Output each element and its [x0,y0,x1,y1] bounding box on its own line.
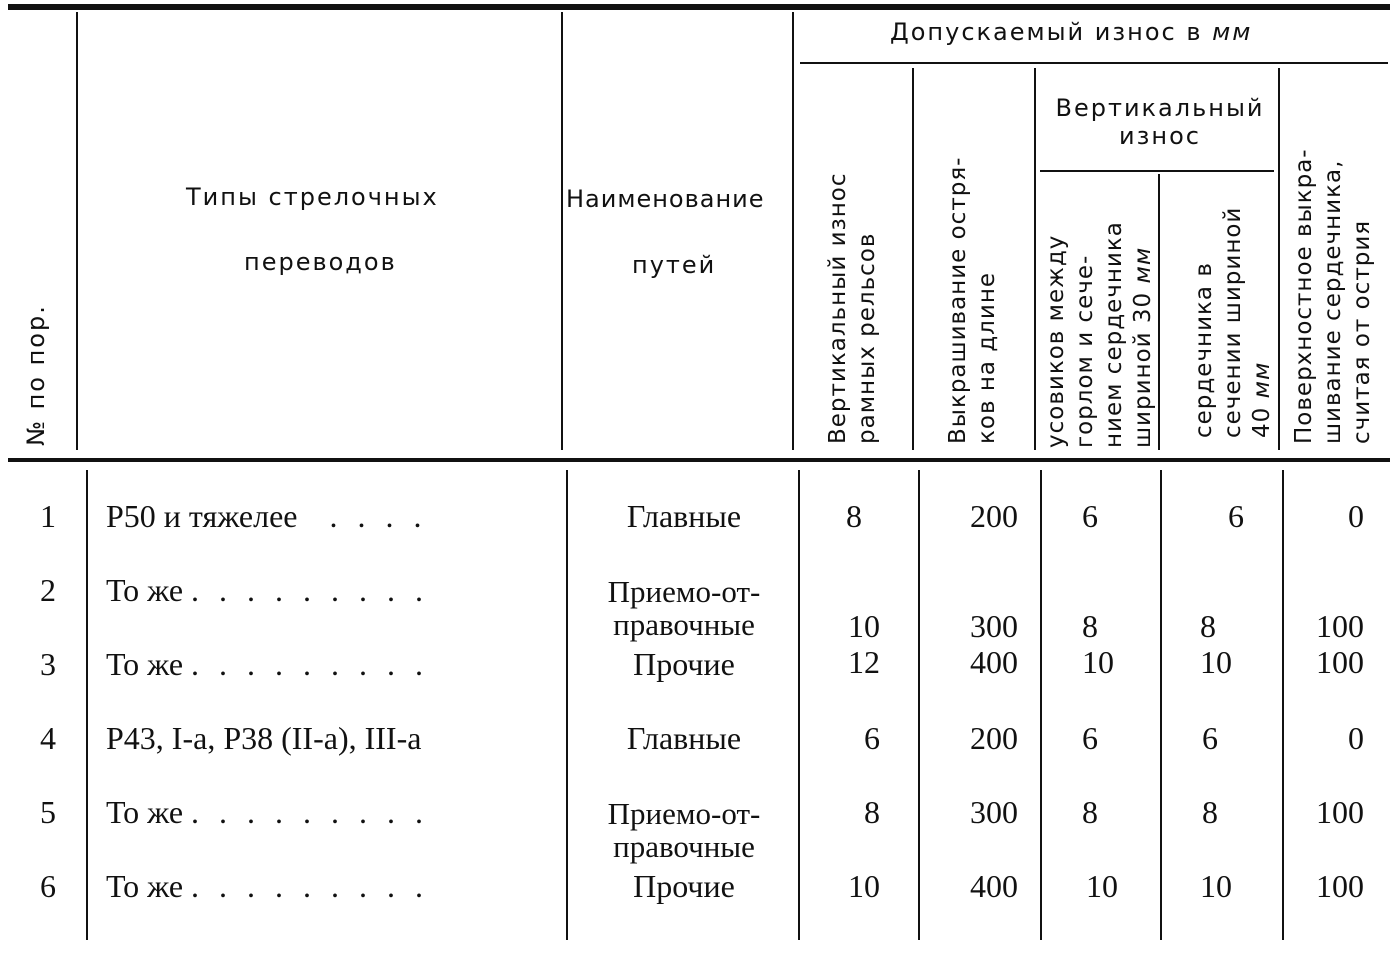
row-no: 3 [40,646,56,682]
col-surface-header: Поверхностное выкра- шивание сердечника, считая от острия [1291,148,1375,444]
header-sep-1 [76,12,78,450]
row-surf: 0 [1348,498,1364,534]
row-rail: 10 [848,868,880,904]
row-rail: 8 [846,498,862,534]
row-chip: 200 [970,498,1018,534]
top-rule [8,4,1390,10]
col-types-header-line1: Типы стрелочных [186,183,439,211]
vertical-group-header: Вертикальный износ [1055,94,1265,150]
col-paths-header-line2: путей [632,251,717,279]
body-sep-2 [566,470,568,940]
col-whiskers-header: усовиков между горлом и сече- нием сердечника шириной 30 мм [1043,221,1156,448]
row-whisk: 6 [1082,720,1098,756]
group-header: Допускаемый износ в мм [890,18,1253,46]
row-whisk: 6 [1082,498,1098,534]
row-core: 6 [1202,720,1218,756]
row-surf: 100 [1316,868,1364,904]
row-chip: 400 [970,868,1018,904]
row-core: 10 [1200,644,1232,680]
row-whisk: 10 [1082,644,1114,680]
header-sep-7 [1278,68,1280,450]
col-types-header-line2: переводов [244,248,397,276]
row-chip: 300 [970,794,1018,830]
header-bottom-rule [8,458,1390,462]
row-surf: 100 [1316,794,1364,830]
row-no: 1 [40,498,56,534]
row-type: То же . . . . . . . . . [106,868,430,904]
row-type: То же . . . . . . . . . [106,794,430,830]
row-path: Прочие [633,868,735,904]
row-no: 4 [40,720,56,756]
row-surf: 100 [1316,644,1364,680]
body-sep-6 [1160,470,1162,940]
col-paths-header-line1: Наименование [566,185,765,213]
group-rule [800,62,1388,64]
body-sep-1 [86,470,88,940]
row-type: То же . . . . . . . . . [106,646,430,682]
row-surf: 100 [1316,608,1364,644]
vertical-group-rule [1040,170,1274,172]
row-type: Р43, I-а, Р38 (II-а), III-а [106,720,422,756]
row-path: Приемо-от- правочные [607,796,761,864]
row-no: 2 [40,572,56,608]
row-surf: 0 [1348,720,1364,756]
col-no-header: № по пор. [22,304,50,446]
row-rail: 6 [864,720,880,756]
row-rail: 12 [848,644,880,680]
row-type: То же . . . . . . . . . [106,572,430,608]
row-core: 8 [1202,794,1218,830]
row-whisk: 8 [1082,794,1098,830]
row-chip: 300 [970,608,1018,644]
body-sep-5 [1040,470,1042,940]
row-path: Главные [626,498,742,534]
header-sep-2 [561,12,563,450]
row-chip: 400 [970,644,1018,680]
row-path: Прочие [633,646,735,682]
row-rail: 8 [864,794,880,830]
row-no: 6 [40,868,56,904]
row-core: 10 [1200,868,1232,904]
header-sep-3 [792,12,794,450]
row-path: Приемо-от- правочные [607,574,761,642]
row-rail: 10 [848,608,880,644]
header-sep-5 [1034,68,1036,450]
row-core: 8 [1200,608,1216,644]
row-path: Главные [626,720,742,756]
row-whisk: 10 [1086,868,1118,904]
row-no: 5 [40,794,56,830]
header-sep-6 [1158,174,1160,450]
row-type: Р50 и тяжелее . . . . [106,498,428,534]
col-chipping-header: Выкрашивание остря- ков на длине [945,156,1000,444]
col-rail-wear-header: Вертикальный износ рамных рельсов [825,172,880,444]
col-core-header: сердечника в сечении шириной 40 мм [1191,206,1275,438]
row-whisk: 8 [1082,608,1098,644]
header-sep-4 [912,68,914,450]
row-chip: 200 [970,720,1018,756]
row-core: 6 [1228,498,1244,534]
